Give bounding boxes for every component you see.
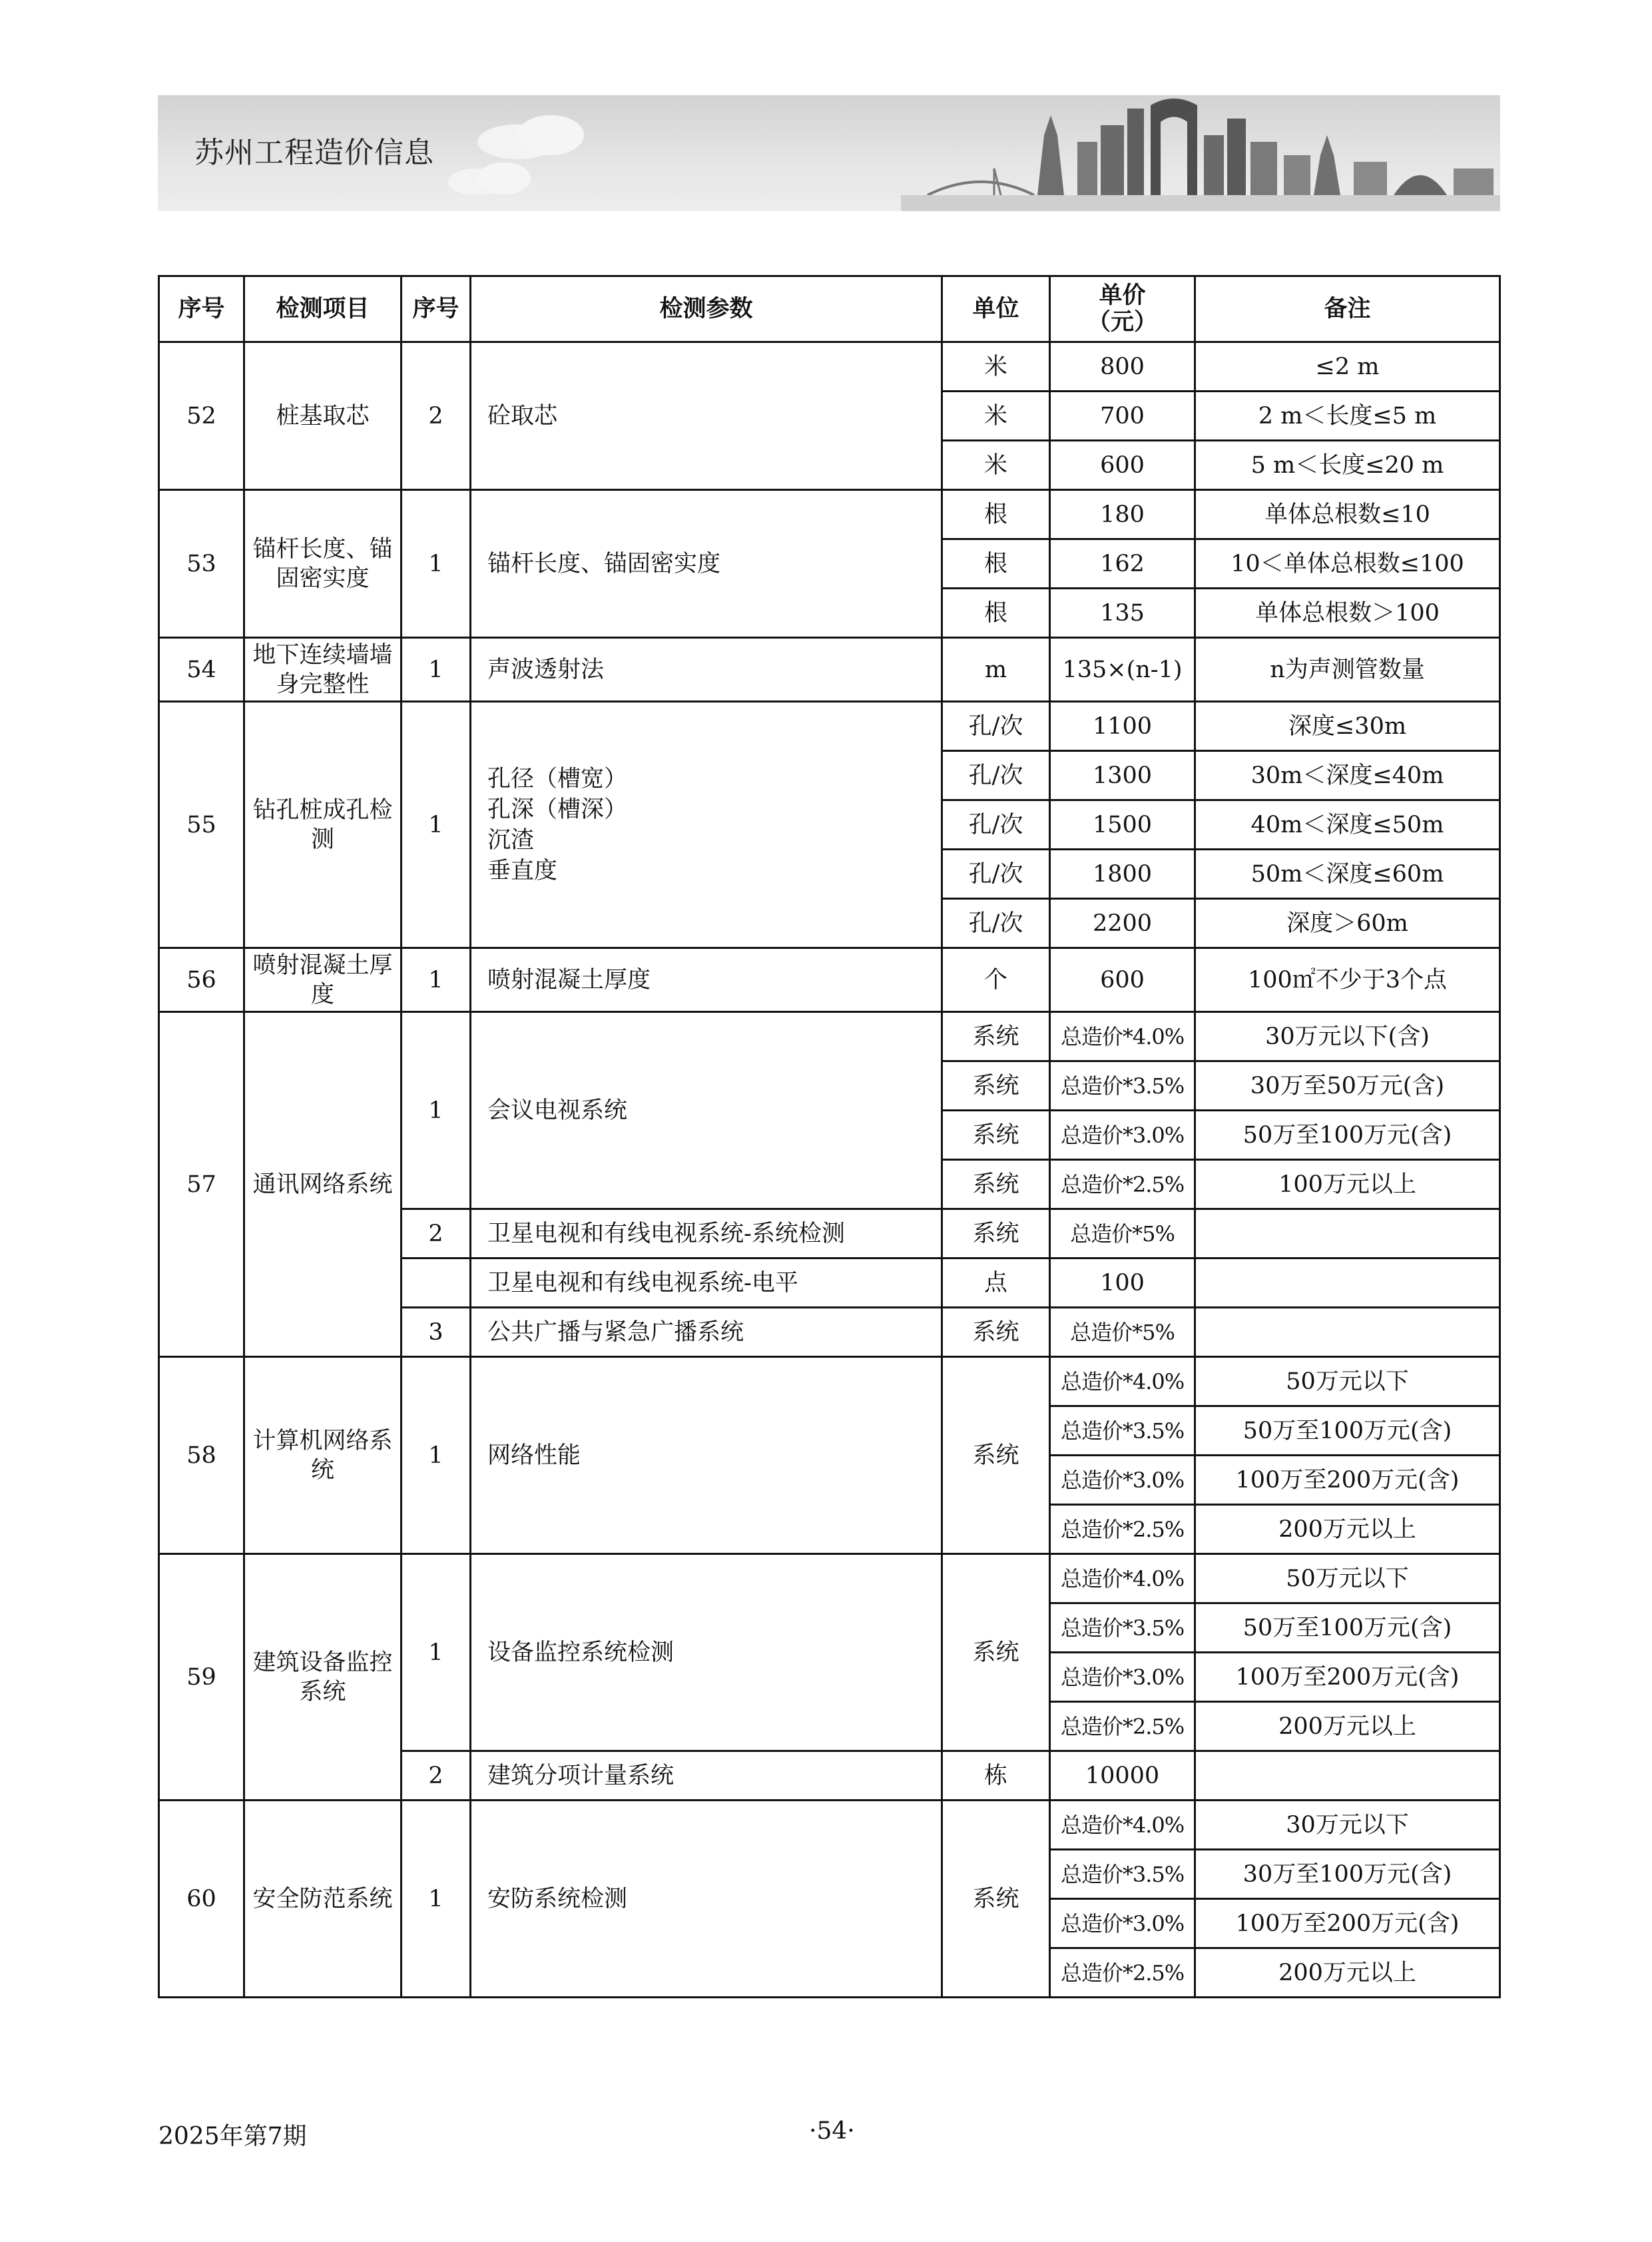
row-item: 建筑设备监控系统 (244, 1554, 402, 1801)
row-price: 700 (1050, 392, 1195, 441)
row-note: 30万至50万元(含) (1195, 1061, 1500, 1111)
row-unit: 系统 (942, 1111, 1050, 1160)
param-line: 沉渣 (487, 826, 535, 854)
table-header-row (159, 276, 1500, 342)
row-unit: 根 (942, 490, 1050, 539)
row-sub-seq (402, 1259, 471, 1308)
row-price: 总造价*3.0% (1050, 1653, 1195, 1702)
row-price: 1800 (1050, 850, 1195, 899)
row-price: 总造价*2.5% (1050, 1948, 1195, 1998)
table-row (159, 342, 1500, 392)
row-note: 2 m＜长度≤5 m (1195, 392, 1500, 441)
table-row (159, 490, 1500, 539)
row-note: 单体总根数≤10 (1195, 490, 1500, 539)
row-note: 100万至200万元(含) (1195, 1899, 1500, 1948)
row-unit: 系统 (942, 1357, 1050, 1554)
row-unit: 系统 (942, 1308, 1050, 1357)
row-price: 总造价*2.5% (1050, 1702, 1195, 1751)
row-unit: m (942, 638, 1050, 702)
row-param: 会议电视系统 (471, 1012, 942, 1209)
row-param: 设备监控系统检测 (471, 1554, 942, 1751)
row-param: 网络性能 (471, 1357, 942, 1554)
row-price: 总造价*2.5% (1050, 1505, 1195, 1554)
row-item: 计算机网络系统 (244, 1357, 402, 1554)
row-seq: 54 (159, 638, 244, 702)
col-header-price: 单价 （元） (1050, 276, 1195, 342)
table-row (159, 948, 1500, 1012)
row-price: 总造价*3.5% (1050, 1603, 1195, 1653)
col-header-param: 检测参数 (471, 276, 942, 342)
city-skyline-graphic (901, 95, 1500, 211)
row-sub-seq: 1 (402, 490, 471, 638)
table-row (159, 1357, 1500, 1406)
param-line: 孔径（槽宽） (487, 765, 628, 792)
row-note: 50万元以下 (1195, 1554, 1500, 1603)
row-note: 30万至100万元(含) (1195, 1850, 1500, 1899)
row-price: 总造价*2.5% (1050, 1160, 1195, 1209)
row-price: 2200 (1050, 899, 1195, 948)
row-unit: 系统 (942, 1012, 1050, 1061)
cloud-decoration (437, 95, 770, 211)
row-unit: 个 (942, 948, 1050, 1012)
row-param: 公共广播与紧急广播系统 (471, 1308, 942, 1357)
row-note: 200万元以上 (1195, 1948, 1500, 1998)
row-param: 建筑分项计量系统 (471, 1751, 942, 1801)
row-item: 锚杆长度、锚固密实度 (244, 490, 402, 638)
row-note (1195, 1259, 1500, 1308)
row-sub-seq: 1 (402, 1554, 471, 1751)
table-row (159, 1554, 1500, 1603)
row-note: n为声测管数量 (1195, 638, 1500, 702)
row-sub-seq: 1 (402, 638, 471, 702)
row-note (1195, 1209, 1500, 1259)
row-note: 10＜单体总根数≤100 (1195, 539, 1500, 589)
header-banner (158, 95, 1500, 211)
row-unit: 栋 (942, 1751, 1050, 1801)
row-sub-seq: 2 (402, 342, 471, 490)
row-unit: 孔/次 (942, 702, 1050, 751)
row-item: 通讯网络系统 (244, 1012, 402, 1357)
row-seq: 53 (159, 490, 244, 638)
row-note: 100㎡不少于3个点 (1195, 948, 1500, 1012)
row-sub-seq: 1 (402, 1357, 471, 1554)
row-param: 喷射混凝土厚度 (471, 948, 942, 1012)
row-sub-seq: 1 (402, 1012, 471, 1209)
row-param: 声波透射法 (471, 638, 942, 702)
row-price: 总造价*4.0% (1050, 1554, 1195, 1603)
row-price: 总造价*3.5% (1050, 1061, 1195, 1111)
row-price: 800 (1050, 342, 1195, 392)
row-note: 200万元以上 (1195, 1702, 1500, 1751)
row-unit: 孔/次 (942, 850, 1050, 899)
row-unit: 根 (942, 539, 1050, 589)
row-price: 总造价*4.0% (1050, 1012, 1195, 1061)
page-number: ·54· (809, 2117, 855, 2145)
row-price: 1300 (1050, 751, 1195, 800)
row-note: 100万至200万元(含) (1195, 1653, 1500, 1702)
row-item: 喷射混凝土厚度 (244, 948, 402, 1012)
row-price: 总造价*4.0% (1050, 1801, 1195, 1850)
row-price: 总造价*3.0% (1050, 1899, 1195, 1948)
col-header-unit: 单位 (942, 276, 1050, 342)
row-unit: 系统 (942, 1801, 1050, 1998)
row-sub-seq: 3 (402, 1308, 471, 1357)
row-note: 40m＜深度≤50m (1195, 800, 1500, 850)
table-row (159, 1801, 1500, 1850)
row-unit: 米 (942, 441, 1050, 490)
row-seq: 60 (159, 1801, 244, 1998)
row-item: 安全防范系统 (244, 1801, 402, 1998)
row-unit: 系统 (942, 1554, 1050, 1751)
row-unit: 系统 (942, 1061, 1050, 1111)
row-note: 30m＜深度≤40m (1195, 751, 1500, 800)
row-note (1195, 1751, 1500, 1801)
row-note: 30万元以下 (1195, 1801, 1500, 1850)
row-seq: 56 (159, 948, 244, 1012)
row-param: 锚杆长度、锚固密实度 (471, 490, 942, 638)
row-note: 5 m＜长度≤20 m (1195, 441, 1500, 490)
row-seq: 52 (159, 342, 244, 490)
price-table (158, 275, 1501, 1998)
row-item: 地下连续墙墙身完整性 (244, 638, 402, 702)
col-header-note: 备注 (1195, 276, 1500, 342)
row-note: 50m＜深度≤60m (1195, 850, 1500, 899)
row-price: 1100 (1050, 702, 1195, 751)
row-note: ≤2 m (1195, 342, 1500, 392)
param-line: 垂直度 (487, 857, 558, 884)
row-sub-seq: 1 (402, 702, 471, 948)
row-price: 总造价*3.5% (1050, 1406, 1195, 1456)
row-unit: 根 (942, 589, 1050, 638)
row-price: 1500 (1050, 800, 1195, 850)
col-header-seq: 序号 (159, 276, 244, 342)
row-item: 桩基取芯 (244, 342, 402, 490)
row-price: 10000 (1050, 1751, 1195, 1801)
row-price: 600 (1050, 441, 1195, 490)
row-sub-seq: 2 (402, 1209, 471, 1259)
row-sub-seq: 2 (402, 1751, 471, 1801)
publication-title: 苏州工程造价信息 (194, 136, 434, 170)
row-seq: 59 (159, 1554, 244, 1801)
table-row (159, 702, 1500, 751)
row-price: 总造价*3.0% (1050, 1111, 1195, 1160)
row-price: 总造价*3.5% (1050, 1850, 1195, 1899)
row-note: 50万至100万元(含) (1195, 1603, 1500, 1653)
table-row (159, 1012, 1500, 1061)
issue-label: 2025年第7期 (158, 2123, 307, 2150)
row-note: 深度＞60m (1195, 899, 1500, 948)
row-price: 总造价*5% (1050, 1308, 1195, 1357)
row-unit: 米 (942, 342, 1050, 392)
row-note: 单体总根数＞100 (1195, 589, 1500, 638)
row-note (1195, 1308, 1500, 1357)
row-unit: 系统 (942, 1209, 1050, 1259)
row-note: 深度≤30m (1195, 702, 1500, 751)
row-sub-seq: 1 (402, 1801, 471, 1998)
row-sub-seq: 1 (402, 948, 471, 1012)
table-row (159, 638, 1500, 702)
col-header-item: 检测项目 (244, 276, 402, 342)
row-price: 162 (1050, 539, 1195, 589)
row-price: 100 (1050, 1259, 1195, 1308)
row-note: 50万元以下 (1195, 1357, 1500, 1406)
row-seq: 58 (159, 1357, 244, 1554)
row-price: 180 (1050, 490, 1195, 539)
row-price: 总造价*5% (1050, 1209, 1195, 1259)
row-note: 200万元以上 (1195, 1505, 1500, 1554)
row-price: 600 (1050, 948, 1195, 1012)
row-note: 30万元以下(含) (1195, 1012, 1500, 1061)
param-line: 孔深（槽深） (487, 796, 628, 823)
row-price: 135 (1050, 589, 1195, 638)
row-item: 钻孔桩成孔检测 (244, 702, 402, 948)
col-header-sub-seq: 序号 (402, 276, 471, 342)
row-price: 总造价*3.0% (1050, 1456, 1195, 1505)
row-unit: 米 (942, 392, 1050, 441)
row-param (471, 702, 942, 948)
row-unit: 孔/次 (942, 800, 1050, 850)
row-param: 砼取芯 (471, 342, 942, 490)
row-unit: 点 (942, 1259, 1050, 1308)
row-param: 安防系统检测 (471, 1801, 942, 1998)
row-note: 50万至100万元(含) (1195, 1406, 1500, 1456)
row-param: 卫星电视和有线电视系统-电平 (471, 1259, 942, 1308)
row-note: 50万至100万元(含) (1195, 1111, 1500, 1160)
row-unit: 孔/次 (942, 751, 1050, 800)
row-seq: 57 (159, 1012, 244, 1357)
row-price: 总造价*4.0% (1050, 1357, 1195, 1406)
row-note: 100万元以上 (1195, 1160, 1500, 1209)
row-seq: 55 (159, 702, 244, 948)
row-price: 135×(n-1) (1050, 638, 1195, 702)
row-note: 100万至200万元(含) (1195, 1456, 1500, 1505)
row-unit: 系统 (942, 1160, 1050, 1209)
row-unit: 孔/次 (942, 899, 1050, 948)
row-param: 卫星电视和有线电视系统-系统检测 (471, 1209, 942, 1259)
